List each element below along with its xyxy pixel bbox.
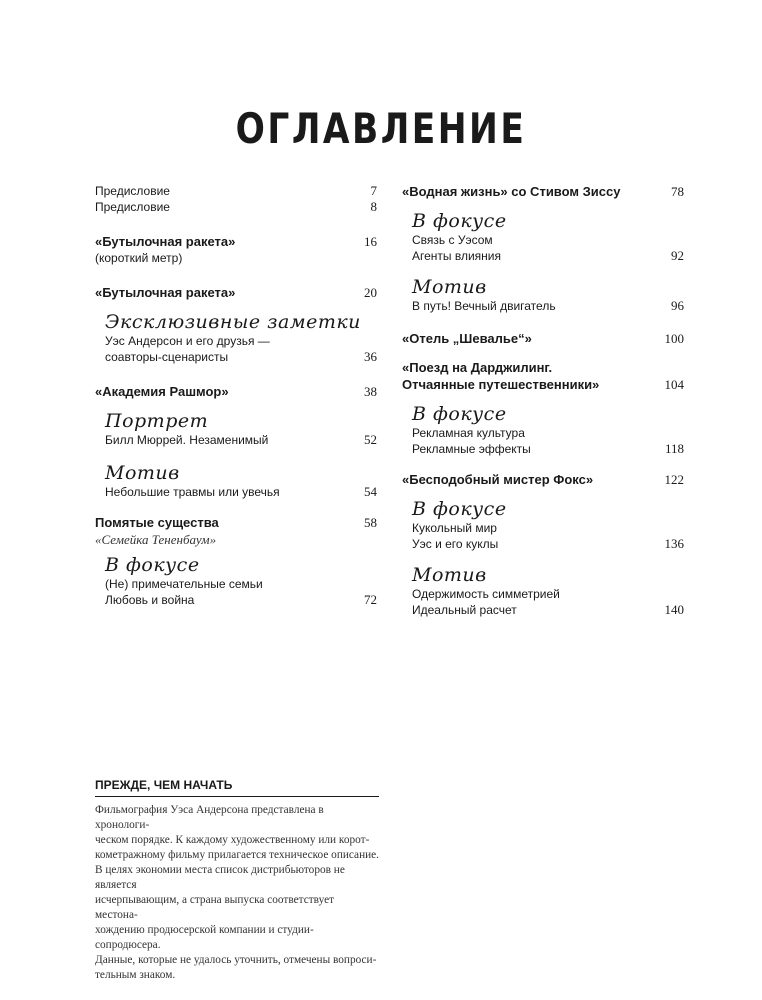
toc-entry-label: Помятые существа: [95, 515, 219, 530]
toc-entry-line: Рекламная культура: [412, 426, 525, 440]
toc-page-number: 52: [364, 432, 377, 447]
toc-entry-subtitle: (короткий метр): [95, 251, 183, 265]
toc-entry-perfect-calc[interactable]: [402, 602, 684, 618]
toc-page-number: 136: [664, 536, 684, 551]
toc-entry-line: (Не) примечательные семьи: [105, 577, 263, 591]
page-title: ОГЛАВЛЕНИЕ: [235, 104, 527, 153]
note-line: ческом порядке. К каждому художественному или корот-: [95, 834, 370, 846]
toc-entry-life-aquatic[interactable]: [402, 183, 684, 200]
toc-page-number: 100: [664, 331, 684, 346]
toc-entry-bottle-rocket[interactable]: [95, 284, 377, 301]
toc-entry-line: Одержимость симметрией: [412, 587, 560, 601]
toc-entry-label: Рекламные эффекты: [412, 442, 531, 456]
section-heading-motif: Мотив: [412, 276, 487, 298]
section-heading-exclusive: Эксклюзивные заметки: [105, 311, 361, 333]
toc-entry-wes-puppets[interactable]: [402, 536, 684, 552]
section-heading-focus: В фокусе: [412, 210, 507, 232]
note-line: исчерпывающим, а страна выпуска соответствует местона-: [95, 894, 335, 921]
toc-page-number: 122: [664, 472, 684, 487]
before-you-begin-note: [95, 778, 379, 983]
toc-page-number: 20: [364, 285, 377, 300]
toc-entry-label: «Водная жизнь» со Стивом Зиссу: [402, 184, 621, 199]
note-title: ПРЕЖДЕ, ЧЕМ НАЧАТЬ: [95, 778, 379, 797]
note-line: хождению продюсерской компании и студии-сопродюсера.: [95, 924, 314, 951]
note-line: Фильмография Уэса Андерсона представлена в хронологи-: [95, 804, 324, 831]
toc-page-number: 8: [370, 199, 377, 214]
toc-entry-bill-murray[interactable]: [95, 432, 377, 448]
note-line: тельным знаком.: [95, 969, 176, 981]
toc-entry-label: «Отель „Шевалье“»: [402, 331, 532, 346]
note-line: кометражному фильму прилагается техническое описание.: [95, 849, 379, 861]
toc-entry-injuries[interactable]: [95, 484, 377, 500]
toc-entry-label: Любовь и война: [105, 593, 195, 607]
toc-entry-label: «Бутылочная ракета»: [95, 285, 236, 300]
toc-entry-rushmore[interactable]: [95, 383, 377, 400]
toc-page-number: 96: [671, 298, 684, 313]
toc-entry-label: Билл Мюррей. Незаменимый: [105, 433, 269, 447]
toc-entry-ad-effects[interactable]: [402, 441, 684, 457]
toc-page-number: 118: [664, 441, 684, 456]
toc-entry-line: «Поезд на Дарджилинг.: [402, 360, 553, 375]
toc-entry-line: Кукольный мир: [412, 521, 497, 535]
toc-page-number: 72: [364, 592, 377, 607]
note-line: Данные, которые не удалось уточнить, отмечены вопроси-: [95, 954, 377, 966]
toc-entry-darjeeling[interactable]: [402, 376, 684, 393]
section-heading-motif: Мотив: [412, 564, 487, 586]
toc-entry-preface-2[interactable]: [95, 199, 377, 215]
toc-page-number: 16: [364, 234, 377, 249]
toc-entry-label: «Академия Рашмор»: [95, 384, 229, 399]
toc-entry-cowriters[interactable]: [95, 349, 377, 365]
note-line: В целях экономии места список дистрибьюторов не является: [95, 864, 345, 891]
toc-entry-tenenbaums[interactable]: [95, 514, 377, 531]
toc-page-number: 7: [370, 183, 377, 198]
toc-page-number: 104: [664, 377, 684, 392]
toc-entry-perpetual-motion[interactable]: [402, 298, 684, 314]
toc-left-column: [95, 183, 377, 608]
toc-entry-label: В путь! Вечный двигатель: [412, 299, 556, 313]
toc-entry-label: «Бутылочная ракета»: [95, 234, 236, 249]
toc-entry-line: Связь с Уэсом: [412, 233, 493, 247]
toc-page-number: 140: [664, 602, 684, 617]
section-heading-focus: В фокусе: [412, 403, 507, 425]
toc-page-number: 38: [364, 384, 377, 399]
toc-entry-line: Уэс Андерсон и его друзья —: [105, 334, 270, 348]
toc-page-number: 58: [364, 515, 377, 530]
toc-entry-fantastic-mr-fox[interactable]: [402, 471, 684, 488]
toc-page-number: 78: [671, 184, 684, 199]
toc-entry-label: Агенты влияния: [412, 249, 502, 263]
toc-entry-label: Идеальный расчет: [412, 603, 517, 617]
toc-entry-preface-1[interactable]: [95, 183, 377, 199]
toc-entry-label: Уэс и его куклы: [412, 537, 499, 551]
toc-entry-label: Небольшие травмы или увечья: [105, 485, 280, 499]
section-heading-motif: Мотив: [105, 462, 180, 484]
section-heading-focus: В фокусе: [105, 554, 200, 576]
toc-page-number: 36: [364, 349, 377, 364]
toc-entry-love-war[interactable]: [95, 592, 377, 608]
toc-entry-bottle-rocket-short[interactable]: [95, 233, 377, 250]
toc-page-number: 92: [671, 248, 684, 263]
toc-entry-label: Предисловие: [95, 200, 170, 214]
toc-entry-label: Отчаянные путешественники»: [402, 377, 600, 392]
section-heading-focus: В фокусе: [412, 498, 507, 520]
toc-entry-label: «Бесподобный мистер Фокс»: [402, 472, 594, 487]
toc-entry-label: Предисловие: [95, 184, 170, 198]
section-heading-portrait: Портрет: [105, 410, 209, 432]
toc-entry-subtitle: «Семейка Тененбаум»: [95, 532, 217, 547]
toc-entry-agents[interactable]: [402, 248, 684, 264]
note-body: [95, 803, 379, 983]
toc-entry-label: соавторы-сценаристы: [105, 350, 229, 364]
toc-entry-hotel-chevalier[interactable]: [402, 330, 684, 347]
toc-page-number: 54: [364, 484, 377, 499]
toc-right-column: [402, 183, 684, 618]
